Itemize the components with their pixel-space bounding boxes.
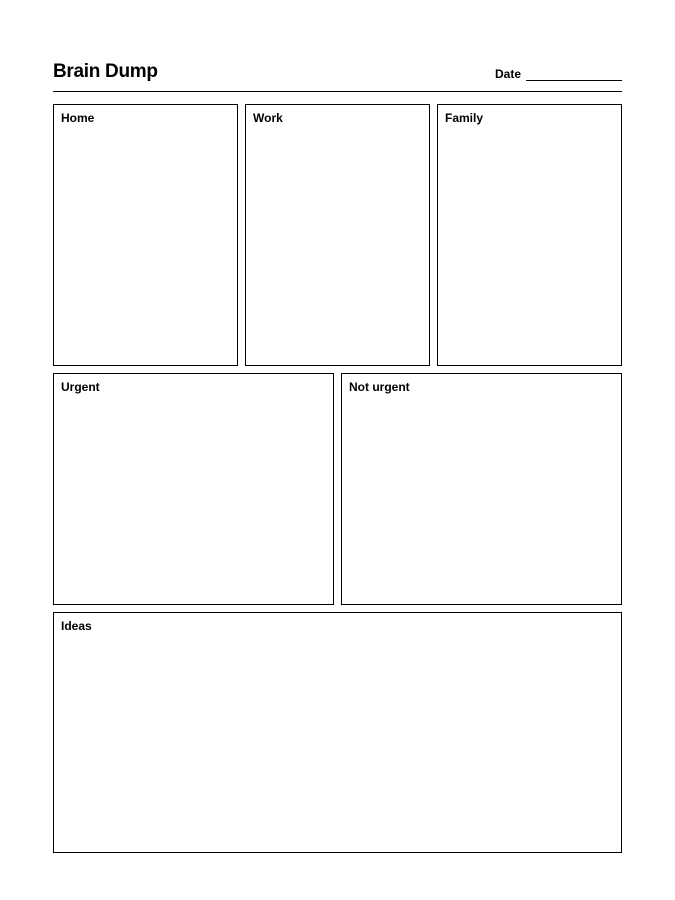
section-urgent-writing-area[interactable] xyxy=(54,398,333,604)
section-home-writing-area[interactable] xyxy=(54,129,237,365)
section-family xyxy=(437,104,622,366)
header-divider xyxy=(53,91,622,92)
section-urgent xyxy=(53,373,334,605)
section-not-urgent-label: Not urgent xyxy=(349,380,410,394)
section-ideas-label: Ideas xyxy=(61,619,92,633)
section-work-writing-area[interactable] xyxy=(246,129,429,365)
section-not-urgent xyxy=(341,373,622,605)
section-family-writing-area[interactable] xyxy=(438,129,621,365)
section-ideas-writing-area[interactable] xyxy=(54,637,621,852)
section-family-label: Family xyxy=(445,111,484,125)
section-home-label: Home xyxy=(61,111,95,125)
section-work xyxy=(245,104,430,366)
section-work-label: Work xyxy=(253,111,283,125)
page-title: Brain Dump xyxy=(53,61,158,82)
date-field xyxy=(495,67,622,83)
section-urgent-label: Urgent xyxy=(61,380,100,394)
section-ideas xyxy=(53,612,622,853)
section-home xyxy=(53,104,238,366)
date-label: Date xyxy=(495,67,522,81)
date-writing-line[interactable] xyxy=(526,80,622,81)
section-not-urgent-writing-area[interactable] xyxy=(342,398,621,604)
